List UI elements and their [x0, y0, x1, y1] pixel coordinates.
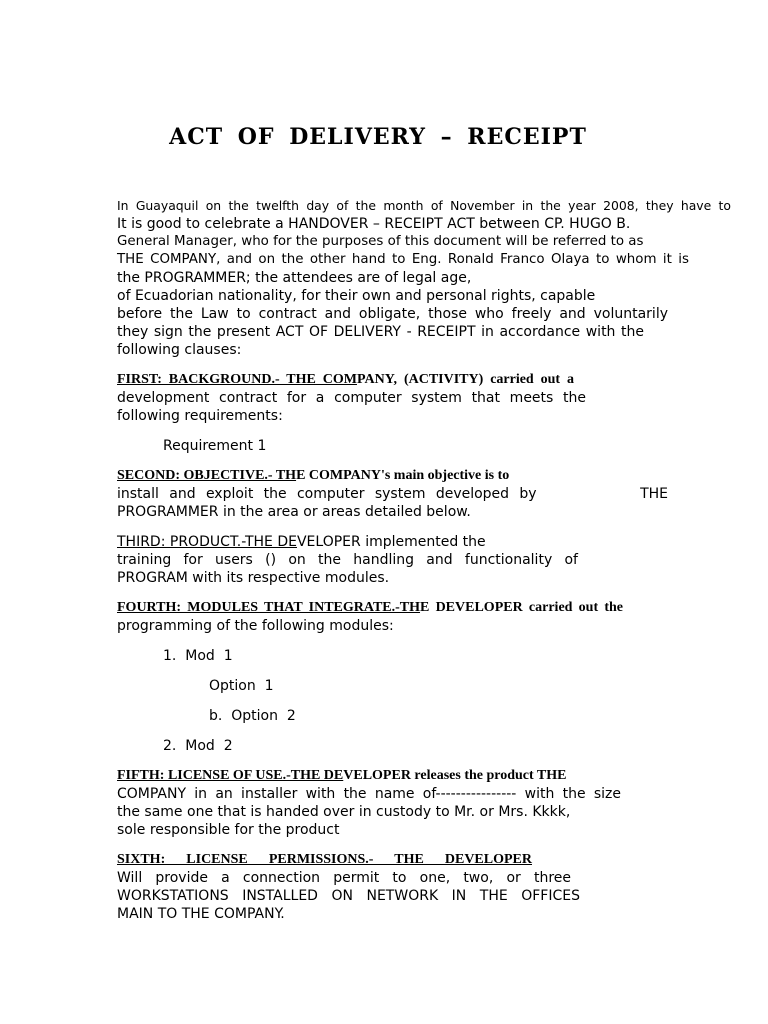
- intro-line-6: of Ecuadorian nationality, for their own and personal rights, capable: [117, 288, 596, 304]
- second-heading: [117, 467, 509, 485]
- second-line-1: install and exploit the computer system developed by THE: [117, 486, 668, 502]
- fifth-line-3: sole responsible for the product: [117, 822, 340, 838]
- second-line-2: PROGRAMMER in the area or areas detailed below.: [117, 504, 471, 520]
- third-heading-underlined: THIRD: PRODUCT.-THE DE: [117, 534, 297, 550]
- third-line-1: training for users () on the handling and functionality of: [117, 552, 578, 568]
- module-2: 2. Mod 2: [163, 738, 233, 754]
- intro-line-8: they sign the present ACT OF DELIVERY - RECEIPT in accordance with the: [117, 324, 644, 340]
- sixth-heading: [117, 851, 532, 869]
- first-line-1: development contract for a computer system that meets the: [117, 390, 586, 406]
- sixth-line-2: WORKSTATIONS INSTALLED ON NETWORK IN THE OFFICES: [117, 888, 580, 904]
- first-line-2: following requirements:: [117, 408, 283, 424]
- module-1-option-1: Option 1: [209, 678, 274, 694]
- intro-line-9: following clauses:: [117, 342, 242, 358]
- fourth-heading-underlined: FOURTH: MODULES THAT INTEGRATE.-TH: [117, 600, 421, 615]
- second-heading-underlined: SECOND: OBJECTIVE.- TH: [117, 468, 297, 483]
- document-title: ACT OF DELIVERY – RECEIPT: [169, 124, 587, 150]
- fifth-line-1: COMPANY in an installer with the name of---------------- with the size: [117, 786, 621, 802]
- fifth-line-2: the same one that is handed over in custody to Mr. or Mrs. Kkkk,: [117, 804, 571, 820]
- fifth-heading-underlined: FIFTH: LICENSE OF USE.-THE DE: [117, 768, 344, 783]
- module-1: 1. Mod 1: [163, 648, 233, 664]
- requirement-item: Requirement 1: [163, 438, 267, 454]
- second-heading-rest: E COMPANY's main objective is to: [296, 468, 510, 483]
- first-heading: [117, 371, 574, 389]
- intro-line-2: It is good to celebrate a HANDOVER – RECEIPT ACT between CP. HUGO B.: [117, 216, 631, 232]
- fourth-heading-rest: E DEVELOPER carried out the: [420, 600, 623, 615]
- module-1-option-2: b. Option 2: [209, 708, 296, 724]
- first-heading-underlined: FIRST: BACKGROUND.- THE COM: [117, 372, 357, 387]
- intro-line-3: General Manager, who for the purposes of this document will be referred to as: [117, 234, 644, 249]
- intro-line-1: In Guayaquil on the twelfth day of the month of November in the year 2008, they have to: [117, 198, 731, 213]
- fifth-heading-rest: VELOPER releases the product THE: [343, 768, 567, 783]
- sixth-heading-underlined: SIXTH: LICENSE PERMISSIONS.- THE DEVELOPER: [117, 852, 532, 867]
- third-heading-rest: VELOPER implemented the: [296, 534, 486, 550]
- fifth-heading: [117, 767, 566, 785]
- intro-line-4: THE COMPANY, and on the other hand to Eng. Ronald Franco Olaya to whom it is: [117, 252, 689, 267]
- first-heading-rest: PANY, (ACTIVITY) carried out a: [356, 372, 574, 387]
- intro-line-7: before the Law to contract and obligate, those who freely and voluntarily: [117, 306, 668, 322]
- third-heading: [117, 533, 486, 551]
- intro-line-5: the PROGRAMMER; the attendees are of legal age,: [117, 270, 472, 286]
- sixth-line-1: Will provide a connection permit to one, two, or three: [117, 870, 571, 886]
- fourth-heading: [117, 599, 623, 617]
- third-line-2: PROGRAM with its respective modules.: [117, 570, 390, 586]
- fourth-line-1: programming of the following modules:: [117, 618, 394, 634]
- sixth-line-3: MAIN TO THE COMPANY.: [117, 906, 285, 922]
